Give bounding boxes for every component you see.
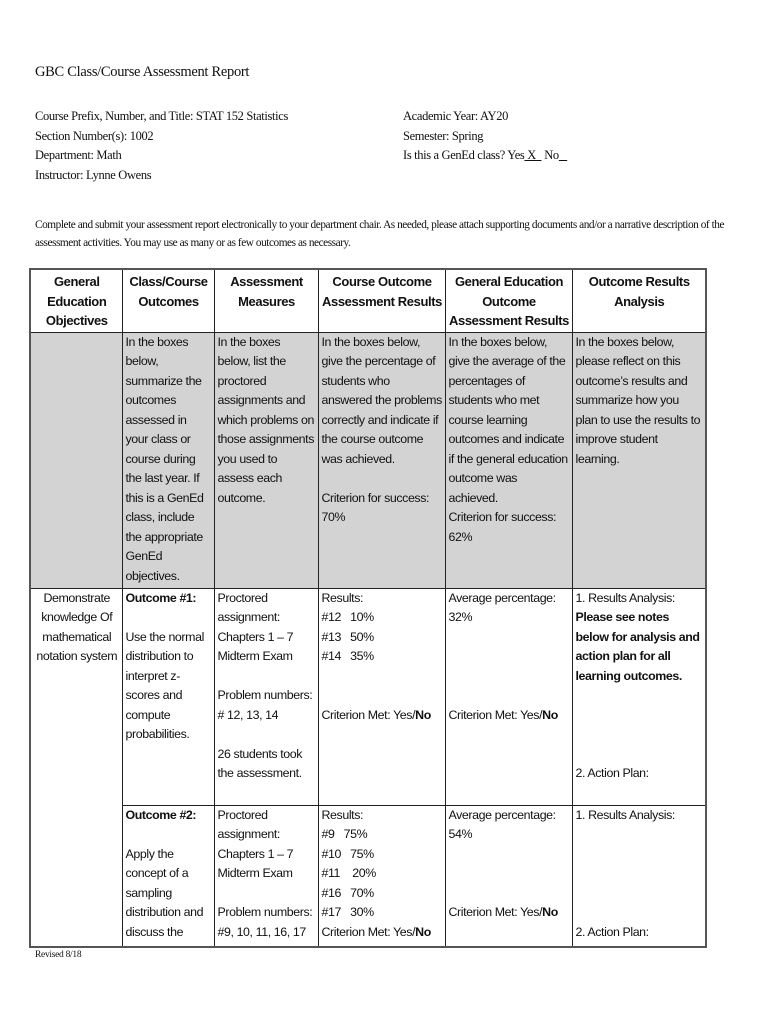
outcome-1-avg-value: 32%: [448, 610, 473, 624]
header-gened-objectives: General Education Objectives: [30, 269, 122, 332]
criterion-value: No: [415, 707, 431, 722]
course-meta-left: [35, 107, 288, 185]
section-number-field: Section Number(s): 1002: [35, 128, 154, 143]
guide-course-criterion: Criterion for success: 70%: [321, 490, 430, 524]
assessment-table: [29, 268, 707, 948]
instructor-field: Instructor: Lynne Owens: [35, 167, 152, 182]
outcome-2-analysis-label: 1. Results Analysis:: [575, 807, 675, 822]
outcome-1-avg-label: Average percentage:: [448, 590, 556, 605]
instructions-text: Complete and submit your assessment report electronically to your department chair. As needed, please attach supporting documents and/or a narrative description of the assessment activities. You may use as many or as few outcomes as necessary.: [35, 219, 725, 249]
outcome-1-problem-numbers: Problem numbers: # 12, 13, 14: [217, 688, 313, 722]
outcome-1-student-count: 26 students took the assessment.: [217, 746, 303, 780]
guide-course-results-text: In the boxes below, give the percentage of students who answered the problems correctly and indicate if the course outcome was achieved.: [321, 334, 442, 466]
outcome-2-action-plan-label: 2. Action Plan:: [575, 924, 649, 939]
outcome-2-measures: [214, 805, 318, 947]
outcome-2-cell: [122, 805, 214, 947]
header-results-analysis: Outcome Results Analysis: [572, 269, 706, 332]
result-line: #16 70%: [321, 885, 374, 900]
criterion-value: No: [542, 707, 558, 722]
outcome-1-measure-text: Proctored assignment: Chapters 1 – 7 Midterm Exam: [217, 590, 294, 663]
gened-question: [403, 146, 567, 166]
outcome-1-ge-criterion: [449, 706, 570, 726]
outcome-1-results-label: Results:: [321, 590, 364, 605]
criterion-label: Criterion Met: Yes/: [448, 905, 543, 919]
guide-cell-analysis: In the boxes below, please reflect on this outcome’s results and summarize how you plan to use the results to improve student learning.: [572, 332, 706, 588]
guide-cell-course-results: [318, 332, 445, 588]
header-gened-outcome-results: General Education Outcome Assessment Results: [445, 269, 572, 332]
outcome-2-results-label: Results:: [321, 807, 364, 822]
department-field: Department: Math: [35, 148, 122, 162]
result-line: #9 75%: [321, 827, 368, 841]
outcome-2-avg-label: Average percentage:: [448, 807, 556, 822]
gened-no-mark: [559, 148, 567, 162]
gened-question-label: Is this a GenEd class? Yes: [403, 148, 525, 162]
result-line: #17 30%: [321, 905, 374, 919]
course-title-field: Course Prefix, Number, and Title: STAT 152 Statistics: [35, 109, 288, 123]
criterion-label: Criterion Met: Yes/: [321, 707, 416, 722]
outcome-2-measure-text: Proctored assignment: Chapters 1 – 7 Midterm Exam: [217, 807, 294, 880]
criterion-value: No: [415, 924, 431, 939]
semester-field: Semester: Spring: [403, 128, 484, 143]
outcome-2-criterion: [322, 923, 443, 943]
outcome-1-criterion: [322, 706, 443, 726]
outcome-1-analysis: [572, 588, 706, 805]
result-line: #12 10%: [321, 610, 374, 624]
criterion-value: No: [542, 905, 558, 919]
report-title: GBC Class/Course Assessment Report: [35, 64, 250, 80]
outcome-2-label: Outcome #2:: [125, 807, 197, 822]
outcome-2-ge-criterion: [449, 903, 570, 923]
header-assessment-measures: Assessment Measures: [214, 269, 318, 332]
table-header-row: [30, 269, 706, 332]
guide-cell-gened-results: [445, 332, 572, 588]
revision-note: Revised 8/18: [35, 950, 82, 960]
outcome-2-problem-numbers: Problem numbers: #9, 10, 11, 16, 17: [217, 905, 313, 939]
outcome-1-measures: [214, 588, 318, 805]
table-row: [30, 588, 706, 805]
course-meta-right: [403, 107, 567, 166]
guide-gened-results-text: In the boxes below, give the average of the percentages of students who met course learning outcomes and indicate if the general education outcome was achieved.: [448, 334, 568, 505]
outcome-2-avg-value: 54%: [448, 827, 473, 841]
result-line: #11 20%: [321, 866, 376, 880]
outcome-2-text: Apply the concept of a sampling distribution and discuss the: [125, 846, 204, 939]
criterion-label: Criterion Met: Yes/: [321, 924, 416, 939]
criterion-label: Criterion Met: Yes/: [448, 707, 543, 722]
table-row: [30, 805, 706, 947]
outcome-2-results: [318, 805, 445, 947]
result-line: #10 75%: [321, 846, 374, 861]
header-course-outcome-results: Course Outcome Assessment Results: [318, 269, 445, 332]
outcome-1-label: Outcome #1:: [125, 590, 197, 605]
outcome-1-analysis-note: Please see notes below for analysis and action plan for all learning outcomes.: [575, 610, 700, 683]
gened-no-label: No: [541, 148, 559, 162]
guide-cell-objectives: [30, 332, 122, 588]
outcome-1-action-plan-label: 2. Action Plan:: [575, 766, 649, 780]
guide-row: [30, 332, 706, 588]
outcome-1-text: Use the normal distribution to interpret z-scores and compute probabilities.: [125, 629, 204, 741]
guide-cell-measures: In the boxes below, list the proctored assignments and which problems on those assignments you used to assess each outcome.: [214, 332, 318, 588]
outcome-1-cell: [122, 588, 214, 805]
guide-gened-criterion: Criterion for success: 62%: [448, 510, 557, 544]
outcome-1-analysis-label: 1. Results Analysis:: [575, 590, 675, 605]
outcome-1-results: [318, 588, 445, 805]
result-line: #14 35%: [321, 649, 374, 663]
guide-cell-outcomes: In the boxes below, summarize the outcomes assessed in your class or course during the last year. If this is a GenEd class, include the appropriate GenEd objectives.: [122, 332, 214, 588]
gened-yes-mark: X: [524, 148, 542, 162]
outcome-2-gened-results: [445, 805, 572, 947]
result-line: #13 50%: [321, 629, 374, 644]
outcome-2-analysis: [572, 805, 706, 947]
header-course-outcomes: Class/Course Outcomes: [122, 269, 214, 332]
academic-year-field: Academic Year: AY20: [403, 109, 509, 123]
outcome-1-gened-results: [445, 588, 572, 805]
gened-objective-cell: Demonstrate knowledge Of mathematical notation system: [30, 588, 122, 947]
